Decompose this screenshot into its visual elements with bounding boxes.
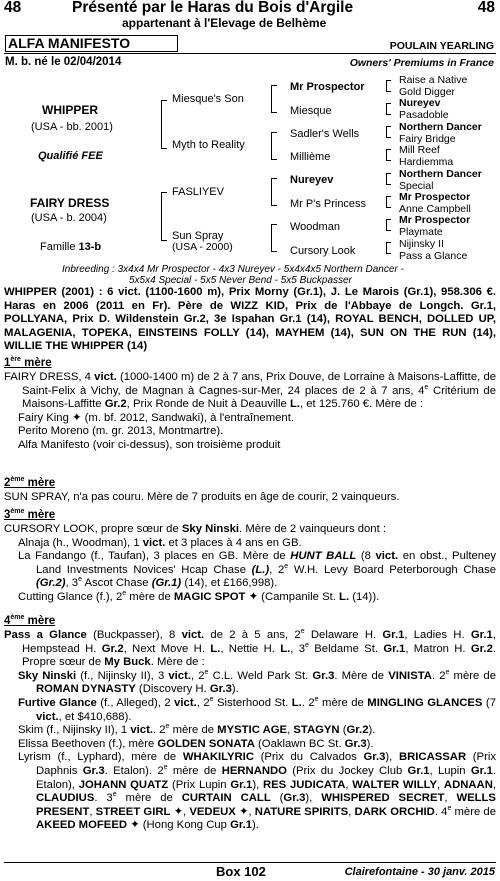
gen2-dam-dam-info: (USA - 2000) [172, 241, 233, 253]
third-dam-text: CURSORY LOOK, propre sœur de Sky Ninski. Mère de 2 vainqueurs dont : Alnaja (h., Woodman), 1 vict. et 3 places à 4 ans en GB. La Fandango (f., Taufan), 3 places en GB. Mère de HUNT BALL (8 vict. en obst., Pulteney Land Investments Novices' Hcap Chase (L.), 2e W.H. Levy Board Peterborough Chase (Gr.2), 3e Ascot Chase (Gr.1) (14), et £166,998). Cutting Glance (f.), 2e mère de MAGIC SPOT ✦ (Campanile St. L. (14)). [4, 523, 497, 603]
dam-name: FAIRY DRESS [30, 196, 110, 210]
section-second-dam: 2ème mère [4, 476, 56, 489]
footer-rule [4, 862, 496, 863]
horse-category: POULAIN YEARLING [389, 40, 494, 52]
sire-paragraph: WHIPPER (2001) : 6 vict. (1100-1600 m), Prix Morny (Gr.1), J. Le Marois (Gr.1), 958.306 €. Haras en 2006 (2011 en Fr). Père de WIZZ KID, Prix de l'Abbaye de Longch. Gr.1, POLLYANA, Prix D. Wildenstein Gr.2, 3e Ispahan Gr.1 (14), ROYAL BENCH, DOLLED UP, MALAGENIA, TOPEKA, EINSTEINS FOLLY (14), MAYHEM (14), SUN ON THE RUN (14), WILLIE THE WHIPPER (14) [4, 286, 496, 353]
gen2-sire-sire: Miesque's Son [172, 93, 244, 105]
page-title: Présenté par le Haras du Bois d'Argile [72, 0, 354, 16]
gen4-16: Pass a Glance [399, 250, 468, 262]
gen4-12: Anne Campbell [399, 203, 471, 215]
gen4-2: Gold Digger [399, 86, 456, 98]
bracket-g4-6 [386, 196, 391, 208]
horse-name-box [5, 35, 178, 52]
bracket-dam [161, 192, 167, 241]
section-third-dam: 3ème mère [4, 508, 56, 521]
gen4-7: Mill Reef [399, 144, 440, 156]
gen4-10: Special [399, 180, 434, 192]
lot-number-right: 48 [477, 0, 495, 16]
bracket-g4-1 [386, 80, 391, 92]
bracket-g3-3 [271, 178, 277, 206]
page-subtitle: appartenant à l'Elevage de Belhème [122, 16, 327, 30]
bracket-g4-5 [386, 173, 391, 185]
gen4-8: Hardiemma [399, 156, 454, 168]
gen3-4: Millième [290, 151, 331, 163]
gen2-sire-dam: Myth to Reality [172, 139, 245, 151]
lot-number-left: 48 [4, 0, 22, 16]
fourth-dam-text: Pass a Glance (Buckpasser), 8 vict. de 2 à 5 ans, 2e Delaware H. Gr.1, Ladies H. Gr.1, Hempstead H. Gr.2, Next Move H. L., Nettie H. L., 3e Beldame St. Gr.1, Matron H. Gr.2. Propre sœur de My Buck. Mère de : Sky Ninski (f., Nijinsky II), 3 vict., 2e C.L. Weld Park St. Gr.3. Mère de VINISTA. 2e mère de ROMAN DYNASTY (Discovery H. Gr.3). Furtive Glance (f., Alleged), 2 vict., 2e Sisterhood St. L.. 2e mère de MINGLING GLANCES (7 vict., et $410,688). Skim (f., Nijinsky II), 1 vict.. 2e mère de MYSTIC AGE, STAGYN (Gr.2). Elissa Beethoven (f.), mère GOLDEN SONATA (Oaklawn BC St. Gr.3). Lyrism (f., Lyphard), mère de WHAKILYRIC (Prix du Calvados Gr.3), BRICASSAR (Prix Daphnis Gr.3. Etalon). 2e mère de HERNANDO (Prix du Jockey Club Gr.1, Lupin Gr.1. Etalon), JOHANN QUATZ (Prix Lupin Gr.1), RES JUDICATA, WALTER WILLY, ADNAAN, CLAUDIUS. 3e mère de CURTAIN CALL (Gr.3), WHISPERED SECRET, WELLS PRESENT, STREET GIRL ✦, VEDEUX ✦, NATURE SPIRITS, DARK ORCHID. 4e mère de AKEED MOFEED ✦ (Hong Kong Cup Gr.1). [4, 628, 496, 832]
box-number: Box 102 [216, 864, 266, 879]
gen4-13: Mr Prospector [399, 214, 471, 226]
gen4-15: Nijinsky II [399, 238, 444, 250]
sire-info: (USA - bb. 2001) [31, 121, 113, 133]
bracket-sire [161, 100, 167, 149]
horse-name: ALFA MANIFESTO [8, 35, 131, 51]
inbreeding-line-1: Inbreeding : 3x4x4 Mr Prospector - 4x3 Nureyev - 5x4x4x5 Northern Dancer - [62, 264, 404, 275]
bracket-g4-4 [386, 149, 391, 161]
gen2-dam-dam: Sun Spray [172, 230, 224, 242]
bracket-g4-2 [386, 103, 391, 115]
gen4-1: Raise a Native [399, 74, 468, 86]
gen3-7: Woodman [290, 221, 340, 233]
gen4-9: Northern Dancer [399, 168, 482, 180]
gen4-4: Pasadoble [399, 109, 449, 121]
first-dam-text: FAIRY DRESS, 4 vict. (1000-1400 m) de 2 à 7 ans, Prix Douve, de Lorraine à Maisons-Laffitte, de Saint-Felix à Vichy, de Magnan à Cagnes-sur-Mer, 24 places de 2 à 7 ans, 4e Critérium de Maisons-Laffitte Gr.2, Prix Ronde de Nuit à Deauville L., et 125.760 €. Mère de : Fairy King ✦ (m. bf. 2012, Sandwaki), à l'entraînement. Perito Moreno (m. gr. 2013, Montmartre). Alfa Manifesto (voir ci-dessus), son troisième produit [4, 371, 497, 451]
dam-info: (USA - b. 2004) [31, 212, 107, 224]
bracket-g3-1 [271, 85, 277, 113]
second-dam-text: SUN SPRAY, n'a pas couru. Mère de 7 produits en âge de courir, 2 vainqueurs. [4, 491, 400, 503]
gen4-5: Northern Dancer [399, 121, 482, 133]
gen4-6: Fairy Bridge [399, 133, 456, 145]
sale-info: Clairefontaine - 30 janv. 2015 [344, 866, 495, 878]
sire-note: Qualifié FEE [38, 150, 103, 162]
gen4-14: Playmate [399, 226, 443, 238]
gen3-2: Miesque [290, 105, 332, 117]
bracket-g4-7 [386, 219, 391, 231]
gen4-11: Mr Prospector [399, 191, 471, 203]
gen3-1: Mr Prospector [290, 81, 365, 93]
bracket-g4-3 [386, 126, 391, 138]
gen4-3: Nureyev [399, 97, 441, 109]
horse-birth: M. b. né le 02/04/2014 [5, 56, 122, 68]
gen3-8: Cursory Look [290, 245, 356, 257]
dam-family: Famille 13-b [40, 241, 102, 253]
owners-premiums: Owners' Premiums in France [349, 57, 494, 69]
gen3-6: Mr P's Princess [290, 198, 367, 210]
sire-name: WHIPPER [42, 103, 99, 117]
bracket-g4-8 [386, 242, 391, 254]
section-first-dam: 1ère mère [4, 356, 52, 369]
inbreeding-line-2: 5x5x4 Special - 5x5 Never Bend - 5x5 Buckpasser [129, 275, 352, 286]
gen3-5: Nureyev [290, 174, 334, 186]
gen2-dam-sire: FASLIYEV [172, 186, 224, 198]
bracket-g3-2 [271, 132, 277, 160]
gen3-3: Sadler's Wells [290, 128, 360, 140]
bracket-g3-4 [271, 224, 277, 252]
section-fourth-dam: 4ème mère [4, 614, 56, 627]
header-rule [4, 53, 496, 54]
